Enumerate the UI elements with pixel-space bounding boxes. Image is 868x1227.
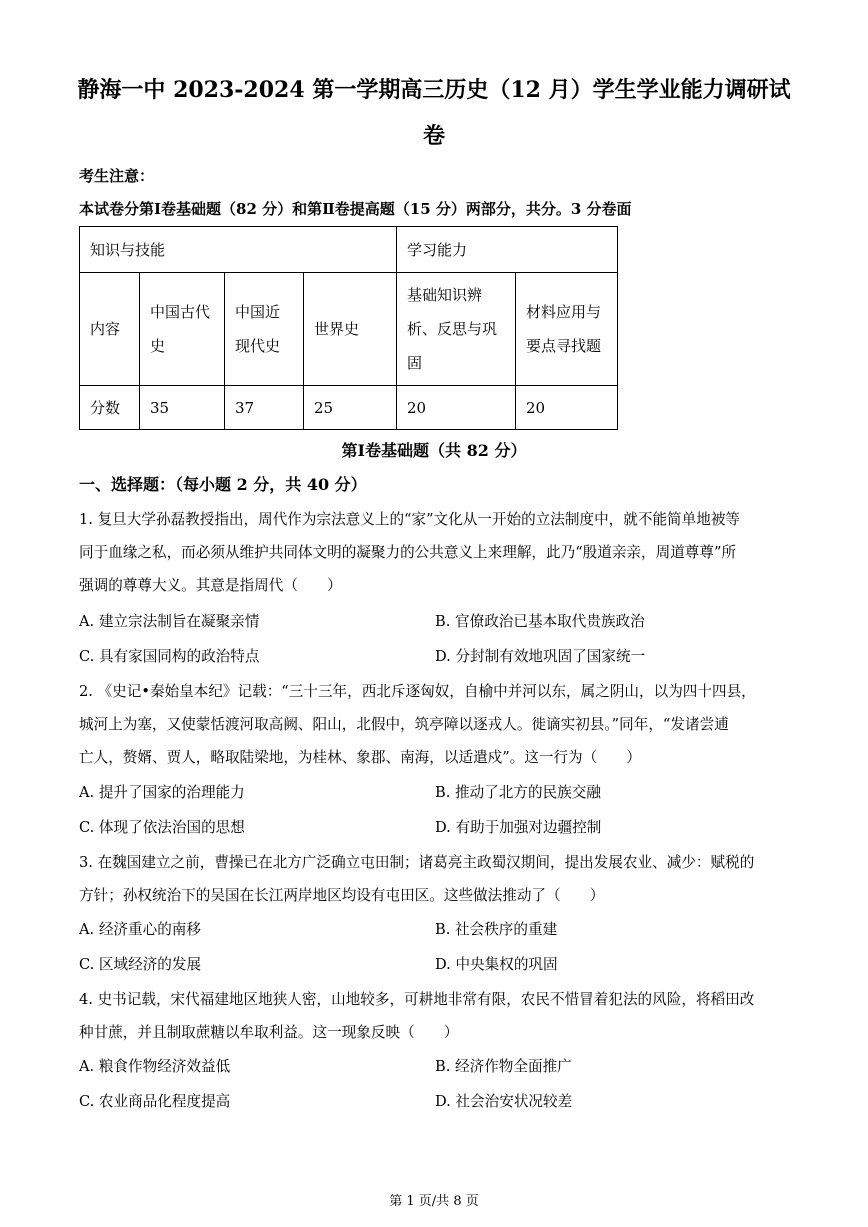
table-cell: 37 [225, 386, 304, 430]
question-line: 4. 史书记载，宋代福建地区地狭人密，山地较多，可耕地非常有限，农民不惜冒着犯法的风险，将稻田改 [79, 991, 755, 1008]
option-c[interactable]: C. 体现了依法治国的思想 [79, 819, 245, 836]
notice-label: 考生注意： [79, 167, 155, 185]
part-title: 一、选择题：（每小题 2 分，共 40 分） [79, 475, 367, 494]
option-c[interactable]: C. 具有家国同构的政治特点 [79, 648, 260, 665]
question-line: 方针；孙权统治下的吴国在长江两岸地区均设有屯田区。这些做法推动了（ ） [79, 887, 605, 904]
question-line: 城河上为塞，又使蒙恬渡河取高阙、阳山，北假中，筑亭障以逐戎人。徙谪实初县。”同年，“发诸尝逋 [79, 716, 729, 733]
section-title: 第Ⅰ卷基础题（共 82 分） [341, 441, 527, 460]
question-line: 亡人，赘婿、贾人，略取陆梁地，为桂林、象郡、南海，以适遣戍”。这一行为（ ） [79, 749, 642, 766]
exam-title-line-1: 静海一中 2023-2024 第一学期高三历史（12 月）学生学业能力调研试 [77, 77, 791, 103]
exam-title-line-2: 卷 [422, 123, 445, 149]
table-cell: 中国近现代史 [225, 273, 304, 386]
question-line: 同于血缘之私，而必须从维护共同体文明的凝聚力的公共意义上来理解，此乃“殷道亲亲，周道尊尊”所 [79, 544, 737, 561]
option-b[interactable]: B. 经济作物全面推广 [435, 1058, 572, 1075]
option-c[interactable]: C. 区域经济的发展 [79, 956, 202, 973]
table-cell: 20 [516, 386, 618, 430]
question-4 [79, 983, 791, 1049]
table-cell: 分数 [80, 386, 140, 430]
table-row [80, 273, 618, 386]
option-a[interactable]: A. 经济重心的南移 [79, 921, 201, 938]
table-row [80, 227, 618, 273]
table-cell: 材料应用与要点寻找题 [516, 273, 618, 386]
option-a[interactable]: A. 提升了国家的治理能力 [79, 784, 245, 801]
table-header-knowledge: 知识与技能 [80, 227, 397, 273]
question-line: 1. 复旦大学孙磊教授指出，周代作为宗法意义上的“家”文化从一开始的立法制度中，就不能简单地被等 [79, 511, 741, 528]
table-cell: 25 [304, 386, 397, 430]
option-d[interactable]: D. 中央集权的巩固 [435, 956, 558, 973]
table-cell: 世界史 [304, 273, 397, 386]
table-cell: 基础知识辨析、反思与巩固 [397, 273, 516, 386]
table-cell: 中国古代史 [140, 273, 225, 386]
table-cell: 20 [397, 386, 516, 430]
table-cell: 35 [140, 386, 225, 430]
page-number: 第 1 页/共 8 页 [389, 1194, 479, 1209]
option-c[interactable]: C. 农业商品化程度提高 [79, 1093, 231, 1110]
option-b[interactable]: B. 推动了北方的民族交融 [435, 784, 601, 801]
question-line: 种甘蔗，并且制取蔗糖以牟取利益。这一现象反映（ ） [79, 1024, 459, 1041]
question-2 [79, 675, 791, 774]
score-table [79, 226, 618, 430]
notice-text: 本试卷分第Ⅰ卷基础题（82 分）和第Ⅱ卷提高题（15 分）两部分，共分。3 分卷面 [79, 200, 632, 218]
option-d[interactable]: D. 分封制有效地巩固了国家统一 [435, 648, 646, 665]
question-line: 2. 《史记•秦始皇本纪》记载：“三十三年，西北斥逐匈奴，自榆中并河以东，属之阴山，以为四十四县， [79, 683, 756, 700]
question-1 [79, 503, 791, 602]
table-row [80, 386, 618, 430]
option-a[interactable]: A. 粮食作物经济效益低 [79, 1058, 231, 1075]
option-b[interactable]: B. 社会秩序的重建 [435, 921, 558, 938]
option-b[interactable]: B. 官僚政治已基本取代贵族政治 [435, 613, 645, 630]
table-header-ability: 学习能力 [397, 227, 618, 273]
question-line: 3. 在魏国建立之前，曹操已在北方广泛确立屯田制；诸葛亮主政蜀汉期间，提出发展农业、减少：赋税的 [79, 854, 755, 871]
option-a[interactable]: A. 建立宗法制旨在凝聚亲情 [79, 613, 260, 630]
question-3 [79, 846, 791, 912]
table-cell: 内容 [80, 273, 140, 386]
option-d[interactable]: D. 社会治安状况较差 [435, 1093, 573, 1110]
option-d[interactable]: D. 有助于加强对边疆控制 [435, 819, 602, 836]
question-line: 强调的尊尊大义。其意是指周代（ ） [79, 577, 342, 594]
